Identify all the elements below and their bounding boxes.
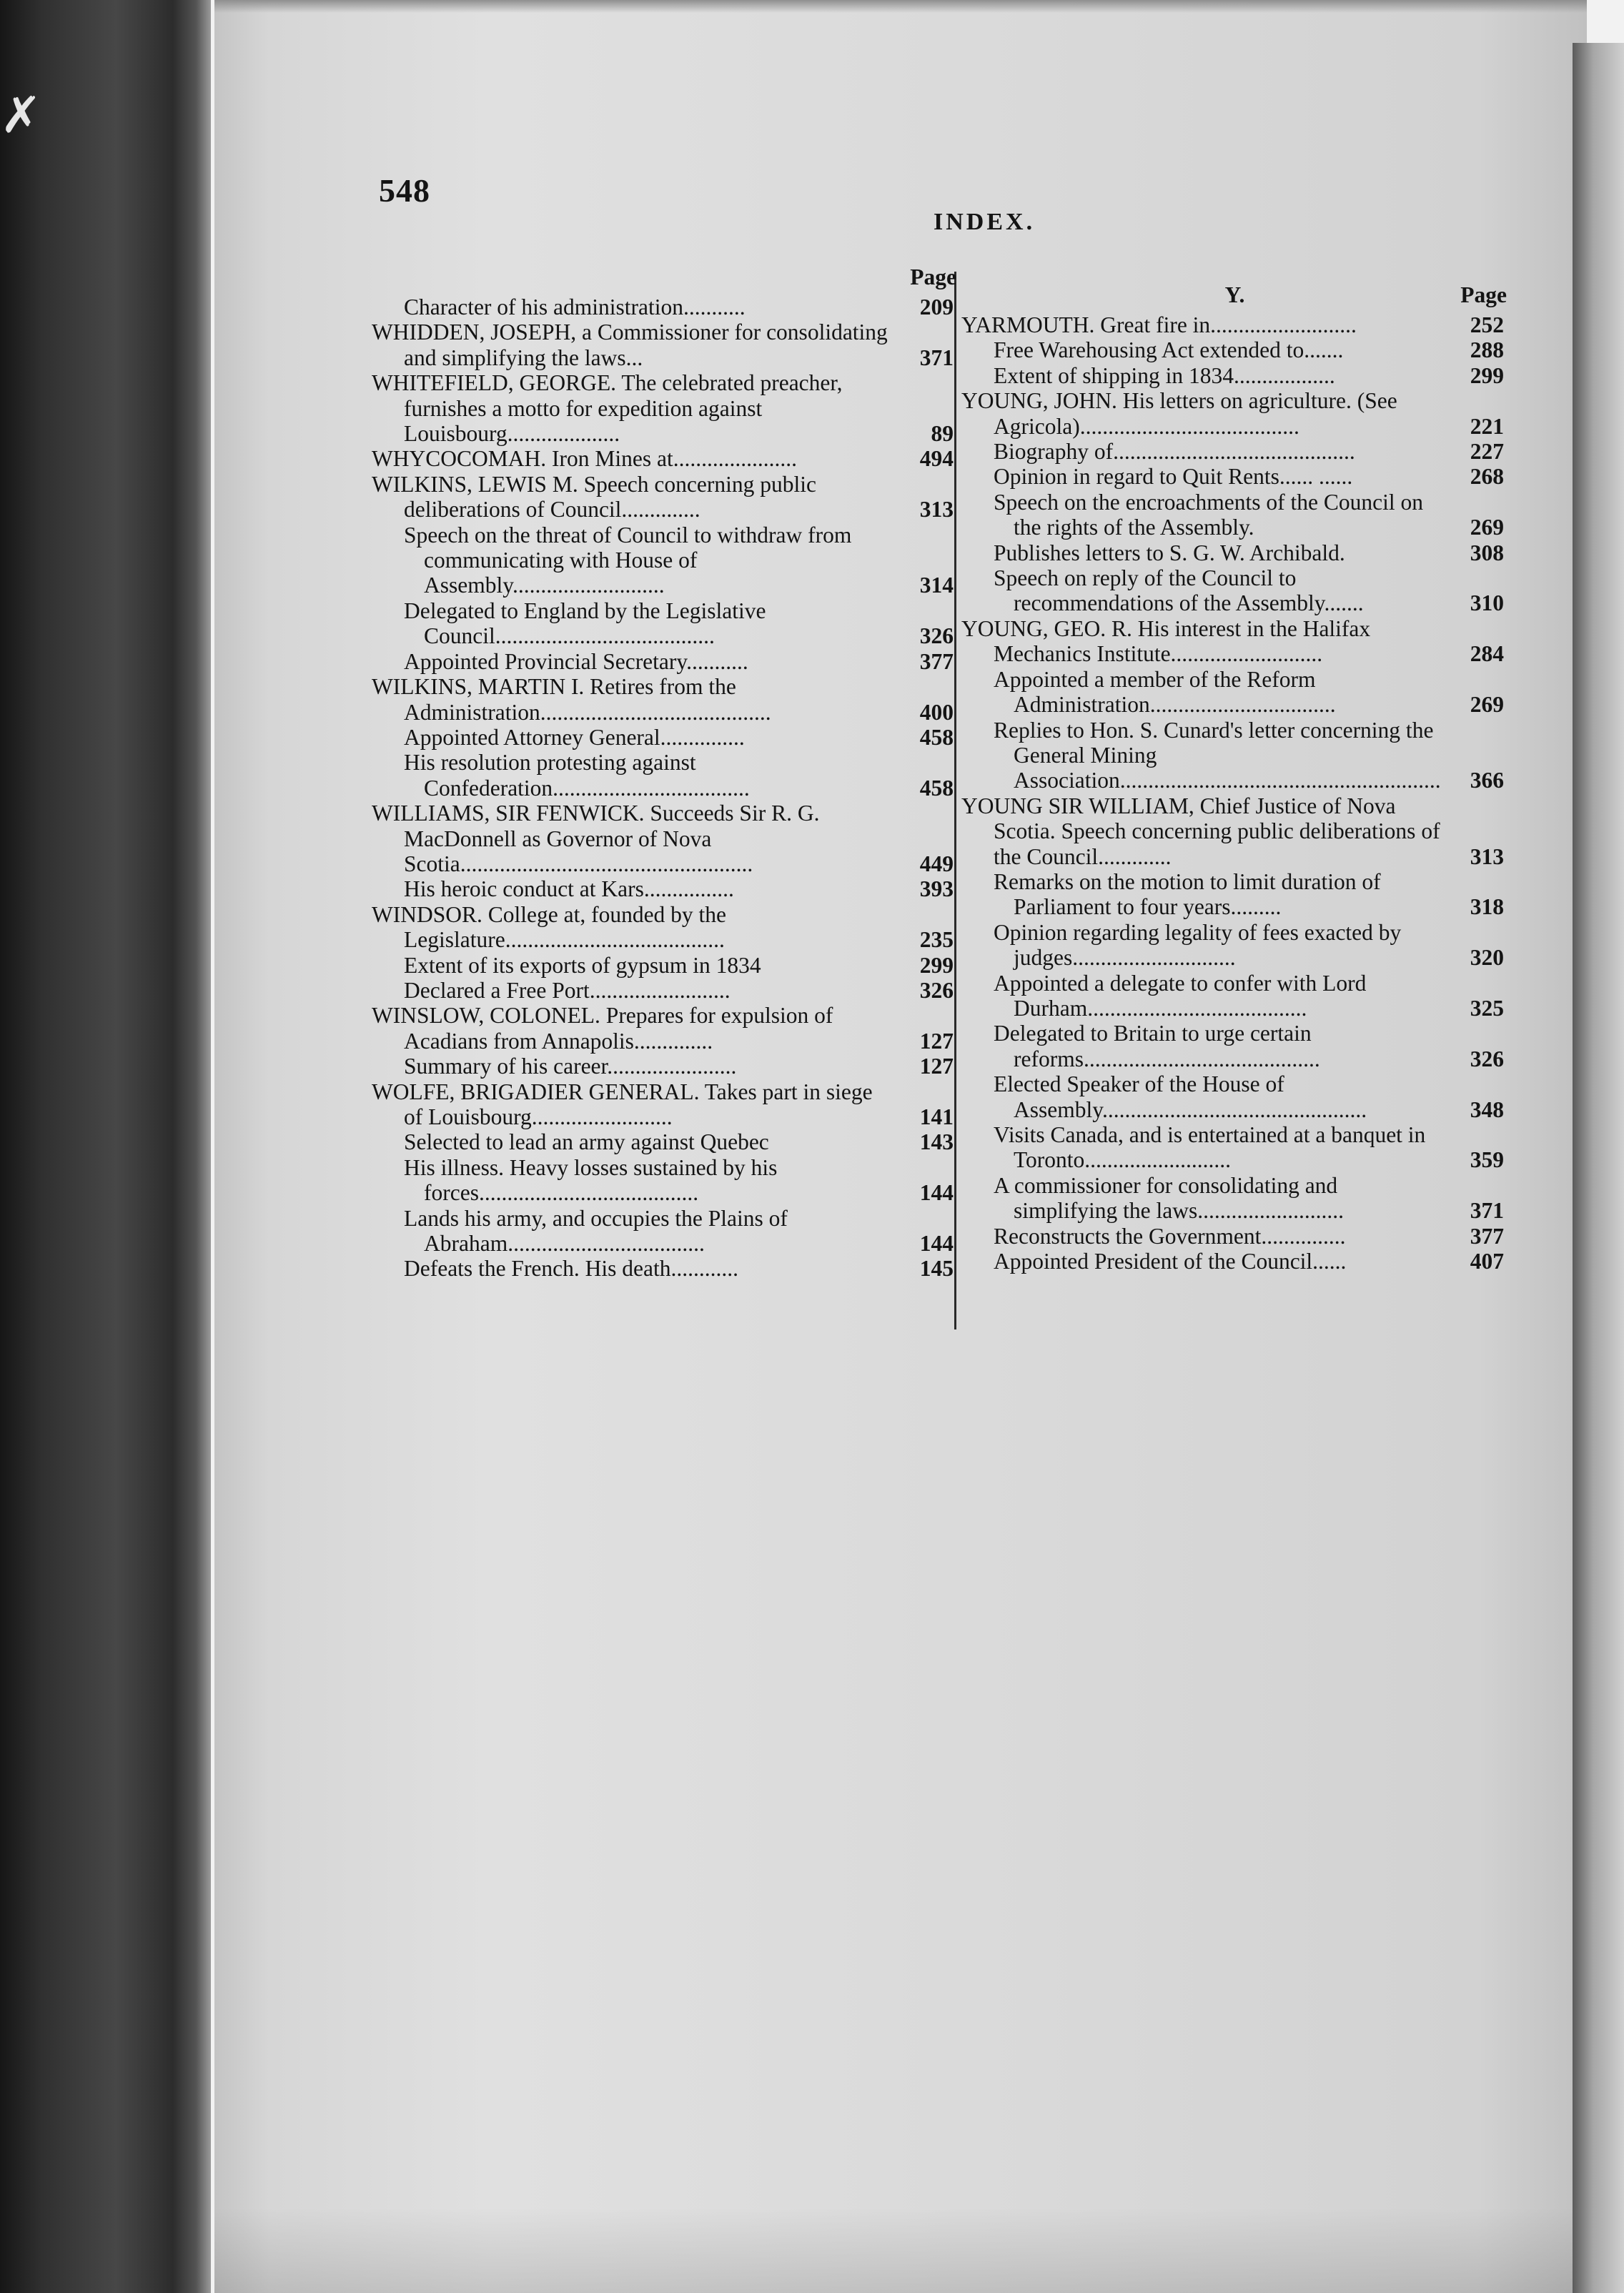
page-bottom-shadow bbox=[214, 2207, 1587, 2293]
index-subentry bbox=[961, 565, 1508, 616]
entry-page-number: 235 bbox=[919, 927, 954, 953]
entry-page-number: 143 bbox=[919, 1129, 954, 1155]
index-subentry bbox=[961, 439, 1508, 464]
entry-page-number: 144 bbox=[919, 1180, 954, 1206]
entry-text: Speech on reply of the Council to recommendations of the Assembly....... bbox=[994, 565, 1364, 616]
entry-text: His illness. Heavy losses sustained by his forces....................................... bbox=[404, 1154, 778, 1206]
index-entry bbox=[372, 446, 958, 471]
index-entry bbox=[372, 1003, 958, 1054]
index-subentry bbox=[372, 725, 958, 750]
index-entry-list bbox=[961, 312, 1508, 1274]
index-subentry bbox=[372, 978, 958, 1003]
entry-page-number: 359 bbox=[1470, 1147, 1504, 1173]
entry-page-number: 377 bbox=[919, 648, 954, 674]
entry-page-number: 400 bbox=[919, 699, 954, 725]
entry-page-number: 127 bbox=[919, 1028, 954, 1054]
index-entry bbox=[961, 616, 1508, 667]
running-head: INDEX. bbox=[934, 209, 1036, 235]
index-subentry bbox=[372, 649, 958, 674]
entry-page-number: 268 bbox=[1470, 464, 1504, 490]
page-column-header: Page bbox=[1460, 282, 1507, 307]
entry-page-number: 252 bbox=[1470, 312, 1504, 337]
index-subentry bbox=[961, 667, 1508, 718]
entry-text: Appointed Provincial Secretary........... bbox=[404, 648, 748, 674]
entry-page-number: 141 bbox=[919, 1104, 954, 1129]
entry-page-number: 145 bbox=[919, 1256, 954, 1282]
entry-text: YOUNG SIR WILLIAM, Chief Justice of Nova Scotia. Speech concerning public deliberations of the Council............. bbox=[961, 793, 1440, 869]
index-entry-list bbox=[372, 294, 958, 1282]
entry-page-number: 221 bbox=[1470, 413, 1504, 439]
entry-page-number: 449 bbox=[919, 851, 954, 876]
index-subentry bbox=[961, 971, 1508, 1021]
index-entry bbox=[961, 793, 1508, 869]
index-subentry bbox=[372, 1054, 958, 1079]
entry-text: Summary of his career....................... bbox=[404, 1054, 737, 1079]
entry-page-number: 326 bbox=[919, 623, 954, 649]
index-subentry bbox=[372, 523, 958, 598]
section-letter-heading: Y. bbox=[1224, 282, 1245, 307]
index-subentry bbox=[372, 294, 958, 320]
entry-page-number: 209 bbox=[919, 294, 954, 320]
entry-text: Opinion regarding legality of fees exacted by judges............................. bbox=[994, 919, 1402, 971]
entry-text: Defeats the French. His death............ bbox=[404, 1256, 738, 1282]
entry-text: Appointed a delegate to confer with Lord Durham....................................... bbox=[994, 970, 1367, 1021]
index-entry bbox=[961, 312, 1508, 337]
entry-text: WINSLOW, COLONEL. Prepares for expulsion of Acadians from Annapolis.............. bbox=[372, 1003, 833, 1054]
entry-text: Remarks on the motion to limit duration of Parliament to four years......... bbox=[994, 868, 1381, 920]
entry-text: Opinion in regard to Quit Rents...... ...... bbox=[994, 464, 1353, 490]
entry-text: WINDSOR. College at, founded by the Legislature....................................... bbox=[372, 901, 727, 953]
entry-page-number: 326 bbox=[919, 977, 954, 1003]
entry-page-number: 320 bbox=[1470, 945, 1504, 971]
entry-page-number: 127 bbox=[919, 1054, 954, 1079]
entry-text: Publishes letters to S. G. W. Archibald. bbox=[994, 540, 1345, 565]
index-subentry bbox=[961, 1249, 1508, 1274]
index-subentry bbox=[372, 953, 958, 978]
index-subentry bbox=[372, 1129, 958, 1154]
entry-page-number: 458 bbox=[919, 775, 954, 801]
entry-page-number: 299 bbox=[1470, 362, 1504, 388]
entry-page-number: 313 bbox=[919, 497, 954, 523]
index-subentry bbox=[372, 876, 958, 901]
entry-text: WHITEFIELD, GEORGE. The celebrated preacher, furnishes a motto for expedition against Louisbourg.................... bbox=[372, 370, 843, 447]
entry-page-number: 269 bbox=[1470, 515, 1504, 540]
entry-text: Extent of its exports of gypsum in 1834 bbox=[404, 952, 761, 978]
entry-text: WILLIAMS, SIR FENWICK. Succeeds Sir R. G. MacDonnell as Governor of Nova Scotia.................................................... bbox=[372, 801, 820, 876]
page-column-header-row bbox=[961, 282, 1508, 312]
index-subentry bbox=[961, 869, 1508, 920]
entry-text: WHYCOCOMAH. Iron Mines at...................... bbox=[372, 446, 797, 472]
index-column-right bbox=[961, 282, 1508, 1274]
entry-page-number: 227 bbox=[1470, 439, 1504, 465]
entry-text: WHIDDEN, JOSEPH, a Commissioner for consolidating and simplifying the laws... bbox=[372, 320, 888, 370]
entry-text: YOUNG, GEO. R. His interest in the Halifax Mechanics Institute........................... bbox=[961, 615, 1371, 667]
scan-mark-icon: ✗ bbox=[0, 89, 42, 144]
entry-page-number: 494 bbox=[919, 446, 954, 472]
entry-text: Declared a Free Port......................... bbox=[404, 977, 731, 1003]
page-number: 548 bbox=[379, 172, 430, 209]
entry-text: Appointed Attorney General............... bbox=[404, 724, 745, 750]
entry-page-number: 144 bbox=[919, 1231, 954, 1257]
entry-page-number: 314 bbox=[919, 573, 954, 598]
index-subentry bbox=[961, 1224, 1508, 1249]
entry-page-number: 89 bbox=[931, 421, 954, 447]
index-entry bbox=[372, 674, 958, 725]
entry-text: Appointed a member of the Reform Administration................................. bbox=[994, 666, 1336, 718]
entry-text: Delegated to England by the Legislative Council....................................... bbox=[404, 598, 766, 649]
index-subentry bbox=[372, 598, 958, 649]
entry-text: Speech on the encroachments of the Council on the rights of the Assembly. bbox=[994, 489, 1423, 540]
index-subentry bbox=[961, 1021, 1508, 1071]
entry-text: Reconstructs the Government............... bbox=[994, 1223, 1346, 1249]
index-subentry bbox=[961, 1173, 1508, 1224]
index-subentry bbox=[961, 920, 1508, 971]
index-subentry bbox=[961, 718, 1508, 793]
entry-page-number: 458 bbox=[919, 724, 954, 750]
index-column-left bbox=[372, 264, 958, 1282]
entry-page-number: 348 bbox=[1470, 1096, 1504, 1122]
index-entry bbox=[372, 320, 958, 370]
entry-page-number: 313 bbox=[1470, 843, 1504, 869]
index-entry bbox=[372, 902, 958, 953]
index-subentry bbox=[961, 1122, 1508, 1173]
entry-text: Biography of........................................... bbox=[994, 439, 1355, 465]
entry-page-number: 377 bbox=[1470, 1223, 1504, 1249]
entry-page-number: 318 bbox=[1470, 894, 1504, 920]
entry-page-number: 299 bbox=[919, 952, 954, 978]
entry-text: WILKINS, MARTIN I. Retires from the Administration......................................... bbox=[372, 674, 771, 725]
index-entry bbox=[372, 370, 958, 446]
index-subentry bbox=[372, 750, 958, 801]
entry-text: His resolution protesting against Confederation................................... bbox=[404, 750, 750, 801]
entry-page-number: 407 bbox=[1470, 1249, 1504, 1274]
entry-text: Visits Canada, and is entertained at a banquet in Toronto.......................... bbox=[994, 1122, 1426, 1173]
index-entry bbox=[372, 472, 958, 523]
index-subentry bbox=[372, 1155, 958, 1206]
entry-text: Free Warehousing Act extended to....... bbox=[994, 337, 1344, 363]
index-subentry bbox=[372, 1256, 958, 1281]
page-column-header: Page bbox=[910, 264, 956, 289]
entry-text: Replies to Hon. S. Cunard's letter concerning the General Mining Association......................................................... bbox=[994, 717, 1441, 793]
entry-text: Elected Speaker of the House of Assembly............................................... bbox=[994, 1071, 1367, 1122]
entry-text: His heroic conduct at Kars................ bbox=[404, 876, 734, 902]
entry-text: A commissioner for consolidating and simplifying the laws.......................... bbox=[994, 1172, 1344, 1224]
entry-page-number: 310 bbox=[1470, 590, 1504, 616]
entry-text: Character of his administration........... bbox=[404, 294, 746, 320]
entry-text: YARMOUTH. Great fire in.......................... bbox=[961, 312, 1357, 337]
entry-page-number: 325 bbox=[1470, 995, 1504, 1021]
index-subentry bbox=[961, 363, 1508, 388]
index-subentry bbox=[961, 1071, 1508, 1122]
index-entry bbox=[372, 801, 958, 876]
entry-text: Lands his army, and occupies the Plains of Abraham................................... bbox=[404, 1205, 788, 1257]
entry-page-number: 393 bbox=[919, 876, 954, 902]
index-subentry bbox=[961, 464, 1508, 489]
index-subentry bbox=[372, 1206, 958, 1257]
entry-text: Selected to lead an army against Quebec bbox=[404, 1129, 769, 1155]
entry-page-number: 269 bbox=[1470, 692, 1504, 718]
entry-text: Extent of shipping in 1834.................. bbox=[994, 362, 1335, 388]
entry-page-number: 308 bbox=[1470, 540, 1504, 565]
entry-text: WOLFE, BRIGADIER GENERAL. Takes part in siege of Louisbourg......................... bbox=[372, 1079, 873, 1129]
entry-page-number: 371 bbox=[1470, 1198, 1504, 1224]
entry-page-number: 284 bbox=[1470, 641, 1504, 667]
page-right-edge bbox=[1573, 43, 1624, 2293]
entry-text: Delegated to Britain to urge certain reforms.......................................... bbox=[994, 1021, 1320, 1071]
index-entry bbox=[372, 1079, 958, 1130]
index-entry bbox=[961, 388, 1508, 439]
entry-text: Speech on the threat of Council to withdraw from communicating with House of Assembly........................... bbox=[404, 522, 852, 598]
index-subentry bbox=[961, 490, 1508, 540]
entry-page-number: 366 bbox=[1470, 768, 1504, 793]
entry-page-number: 326 bbox=[1470, 1046, 1504, 1071]
entry-page-number: 288 bbox=[1470, 337, 1504, 363]
entry-text: YOUNG, JOHN. His letters on agriculture. (See Agricola)....................................... bbox=[961, 388, 1397, 439]
book-spine-edge bbox=[0, 0, 211, 2293]
entry-page-number: 371 bbox=[919, 345, 954, 370]
index-subentry bbox=[961, 337, 1508, 362]
entry-text: Appointed President of the Council...... bbox=[994, 1249, 1347, 1274]
page-top-edge bbox=[214, 0, 1587, 13]
index-subentry bbox=[961, 540, 1508, 565]
entry-text: WILKINS, LEWIS M. Speech concerning public deliberations of Council.............. bbox=[372, 471, 816, 523]
